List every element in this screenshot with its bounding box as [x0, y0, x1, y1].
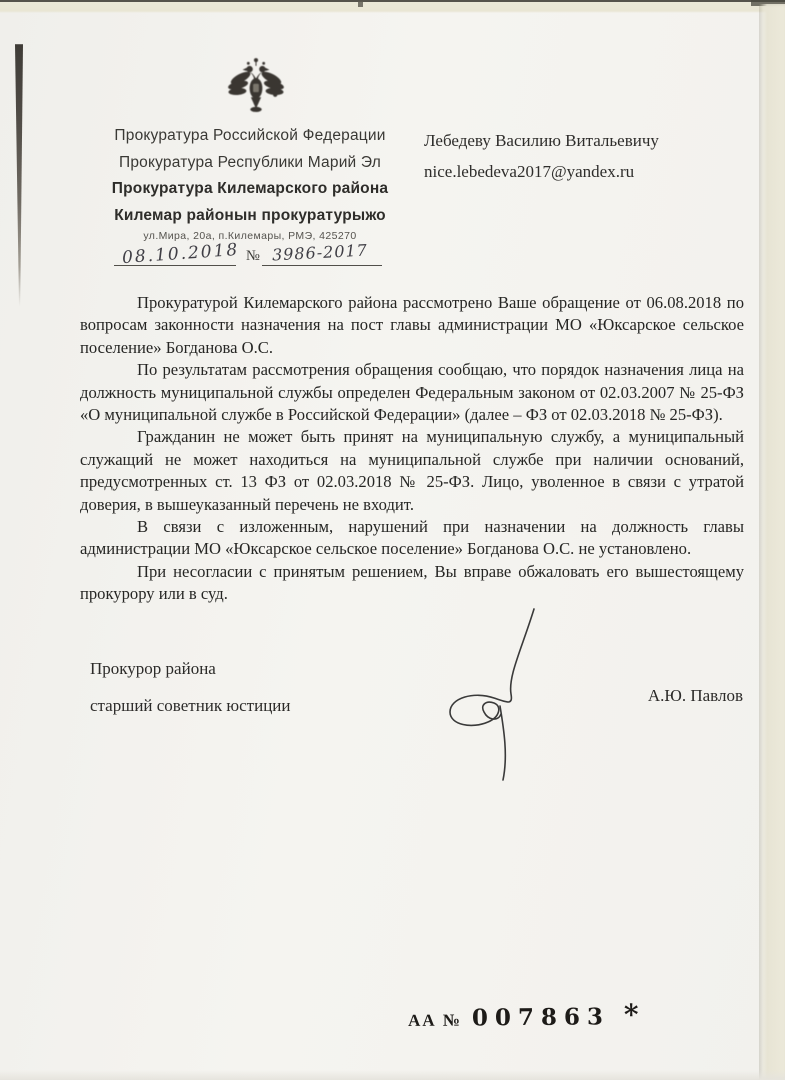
paragraph-3: Гражданин не может быть принят на муниципальную службу, а муниципальный служащий не может находиться на муниципальной службе при наличии оснований, предусмотренных ст. 13 ФЗ от 02.03.2018 № 25-ФЗ. Лицо, уволенное в связи с утратой доверия, в вышеуказанный перечень не входит.: [80, 427, 744, 514]
signatory-rank: старший советник юстиции: [90, 696, 291, 715]
recipient-name: Лебедеву Василию Витальевичу: [424, 131, 659, 150]
signatory-title-block: [90, 650, 290, 724]
letter-body: [80, 292, 744, 606]
paragraph-1: Прокуратурой Килемарского района рассмотрено Ваше обращение от 06.08.2018 по вопросам законности назначения на пост главы администрации МО «Юксарское сельское поселение» Богданова О.С.: [80, 293, 744, 357]
date-underline: [114, 265, 236, 266]
scan-ink-streak-artifact: [14, 44, 24, 306]
org-name-federation: Прокуратура Российской Федерации: [114, 127, 386, 144]
recipient-block: [424, 125, 659, 187]
handwritten-date: 08.10.2018: [121, 239, 240, 269]
org-name-district-mari: Килемар районын прокуратурыжо: [114, 206, 386, 224]
date-number-line: [88, 239, 412, 274]
paragraph-2: По результатам рассмотрения обращения сообщаю, что порядок назначения лица на должность муниципальной службы определен Федеральным законом от 02.03.2007 № 25-ФЗ «О муниципальной службе в Российской Федерации» (далее – ФЗ от 02.03.2018 № 25-ФЗ).: [80, 360, 744, 425]
org-name-district: Прокуратура Килемарского района: [111, 180, 389, 197]
number-underline: [262, 265, 382, 266]
stamp-asterisk: *: [623, 997, 639, 1032]
scan-speck-artifact: [358, 1, 363, 7]
recipient-email: nice.lebedeva2017@yandex.ru: [424, 162, 635, 181]
org-name-republic: Прокуратура Республики Марий Эл: [118, 153, 381, 171]
scan-bottom-edge: [0, 1070, 785, 1080]
org-address: ул.Мира, 20а, п.Килемары, РМЭ, 425270: [143, 230, 357, 242]
handwritten-number: 3986-2017: [271, 240, 369, 265]
handwritten-signature-icon: [438, 606, 578, 784]
paragraph-5: При несогласии с принятым решением, Вы вправе обжаловать его вышестоящему прокурору или в суд.: [80, 561, 744, 604]
signatory-position: Прокурор района: [90, 659, 216, 678]
number-sign-label: №: [246, 248, 260, 264]
form-series-stamp: [408, 998, 639, 1033]
signatory-name: А.Ю. Павлов: [647, 686, 743, 705]
stamp-number: 007863: [471, 1003, 611, 1032]
letterhead: [88, 123, 412, 274]
scan-right-edge: [759, 4, 785, 1080]
scan-top-edge: [0, 0, 785, 13]
paragraph-4: В связи с изложенным, нарушений при назначении на должность главы администрации МО «Юксарское сельское поселение» Богданова О.С. не установлено.: [80, 517, 744, 559]
coat-of-arms-icon: [224, 54, 288, 120]
stamp-series: АА №: [407, 1010, 463, 1031]
